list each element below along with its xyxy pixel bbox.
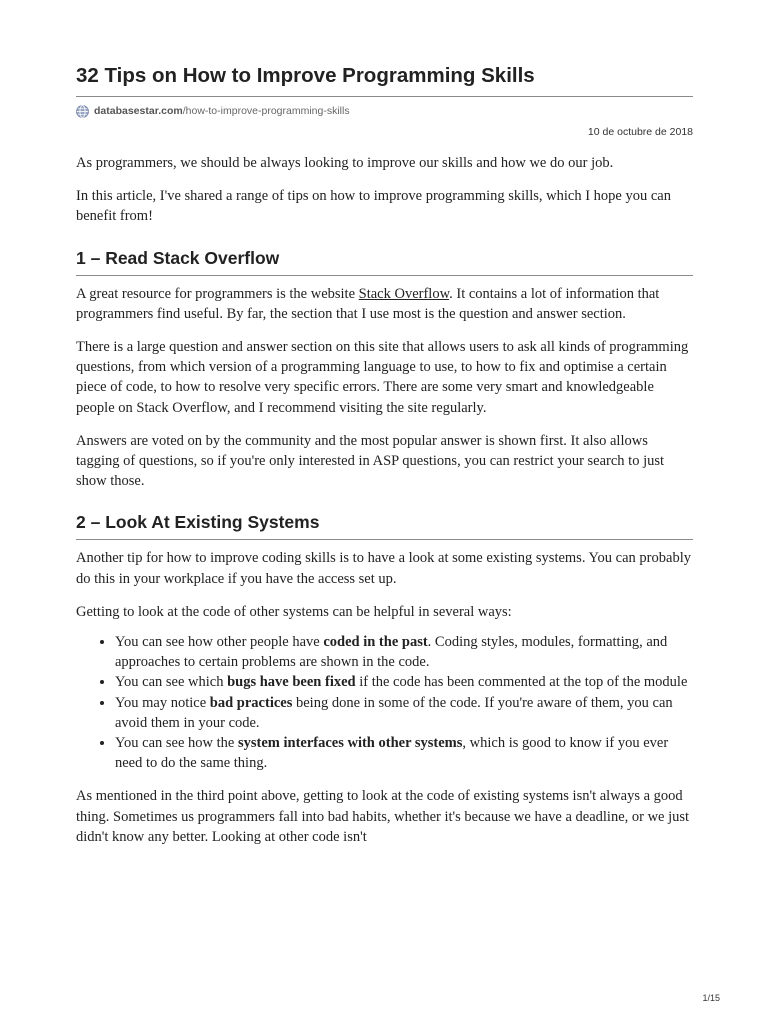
- list-item: [115, 693, 693, 733]
- document-page: [76, 62, 693, 847]
- globe-icon: [76, 105, 89, 118]
- list-item-text: being done in some of the code. If you're aware of them, you can avoid them in your code.: [115, 694, 673, 731]
- section-heading-read-stack-overflow: 1 – Read Stack Overflow: [76, 247, 693, 276]
- list-item-bold: coded in the past: [323, 634, 428, 651]
- intro-paragraph-1: As programmers, we should be always looking to improve our skills and how we do our job.: [76, 155, 614, 171]
- list-item: [115, 733, 693, 773]
- list-item-bold: bugs have been fixed: [227, 674, 356, 691]
- source-path[interactable]: /how-to-improve-programming-skills: [182, 105, 350, 117]
- benefits-list: [76, 632, 693, 773]
- source-domain-link[interactable]: databasestar.com: [94, 105, 183, 117]
- section1-p1-after: . It contains a lot of information that programmers find useful. By far, the section that I use most is the question and answer section.: [76, 285, 660, 322]
- section1-p1-before: A great resource for programmers is the website: [76, 285, 359, 302]
- page-indicator: 1/15: [702, 993, 720, 1003]
- section1-paragraph-1: [76, 284, 693, 324]
- section1-paragraph-2: There is a large question and answer section on this site that allows users to ask all kinds of programming questions, from which version of a programming language to use, to how to fix and optimise a certain piece of code, to how to resolve very specific errors. There are some very smart and knowledgeable people on Stack Overflow, and I recommend visiting the site regularly.: [76, 339, 689, 416]
- list-item-bold: system interfaces with other systems: [237, 735, 463, 752]
- article-body: [76, 153, 693, 847]
- stack-overflow-link[interactable]: Stack Overflow: [358, 285, 450, 302]
- source-line: [76, 103, 693, 119]
- list-item-bold: bad practices: [209, 694, 293, 711]
- section2-paragraph-3: As mentioned in the third point above, getting to look at the code of existing systems isn't always a good thing. Sometimes us programmers fall into bad habits, whether it's because we have a deadline, or we just didn't know any better. Looking at other code isn't: [76, 788, 690, 845]
- intro-paragraph-2: In this article, I've shared a range of tips on how to improve programming skills, which I hope you can benefit from!: [76, 188, 671, 225]
- list-item-text: if the code has been commented at the top of the module: [355, 674, 688, 691]
- list-item-text: You can see which: [115, 674, 228, 691]
- list-item: [115, 632, 693, 672]
- list-item-text: . Coding styles, modules, formatting, and approaches to certain problems are shown in the code.: [115, 634, 668, 671]
- section1-paragraph-3: Answers are voted on by the community and the most popular answer is shown first. It also allows tagging of questions, so if you're only interested in ASP questions, you can restrict your search to just show those.: [76, 432, 665, 490]
- list-item-text: You may notice: [115, 694, 210, 711]
- page-title: 32 Tips on How to Improve Programming Skills: [76, 62, 693, 97]
- list-item: [115, 672, 693, 692]
- list-item-text: , which is good to know if you ever need to do the same thing.: [115, 735, 669, 772]
- section-heading-look-at-existing-systems: 2 – Look At Existing Systems: [76, 511, 693, 540]
- list-item-text: You can see how other people have: [115, 634, 324, 651]
- list-item-text: You can see how the: [115, 735, 238, 752]
- publish-date: 10 de octubre de 2018: [587, 126, 693, 138]
- section2-paragraph-2: Getting to look at the code of other systems can be helpful in several ways:: [76, 603, 512, 620]
- section2-paragraph-1: Another tip for how to improve coding skills is to have a look at some existing systems. You can probably do this in your workplace if you have the access set up.: [76, 550, 691, 587]
